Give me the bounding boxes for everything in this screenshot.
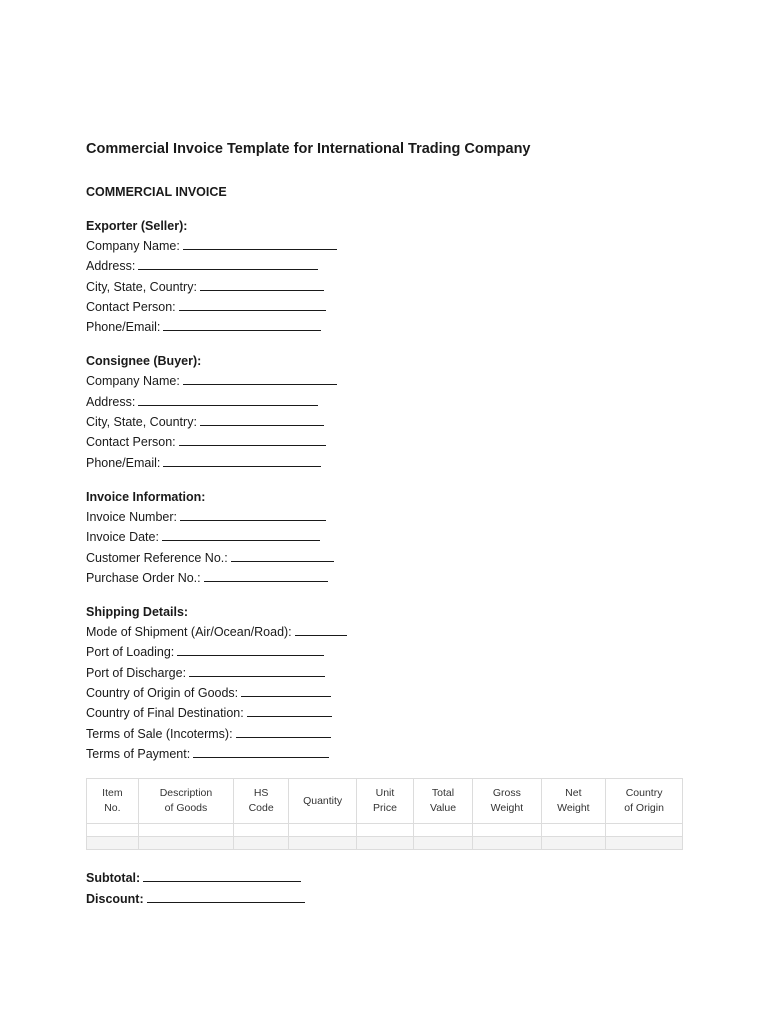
header-line: Description	[159, 787, 213, 800]
header-gross-weight	[473, 779, 541, 824]
blank-line[interactable]	[193, 747, 329, 758]
header-line: Value	[429, 802, 457, 815]
table-row	[87, 837, 683, 850]
field-label: Company Name:	[86, 374, 180, 389]
invoice-page	[86, 138, 686, 909]
consignee-company-name-field[interactable]	[86, 371, 686, 391]
customer-reference-field[interactable]	[86, 548, 686, 568]
country-of-origin-field[interactable]	[86, 683, 686, 703]
field-label: Terms of Sale (Incoterms):	[86, 726, 233, 741]
shipping-title: Shipping Details:	[86, 605, 189, 620]
field-label: City, State, Country:	[86, 415, 197, 430]
header-description	[138, 779, 233, 824]
header-line: Weight	[557, 802, 590, 815]
table-cell[interactable]	[234, 824, 289, 837]
field-label: Discount:	[86, 891, 144, 906]
blank-line[interactable]	[177, 645, 324, 656]
exporter-contact-field[interactable]	[86, 297, 686, 317]
field-label: Country of Origin of Goods:	[86, 686, 239, 701]
items-table	[86, 778, 683, 850]
consignee-city-field[interactable]	[86, 412, 686, 432]
header-line: Item	[102, 787, 123, 800]
blank-line[interactable]	[200, 280, 324, 291]
field-label: Address:	[86, 394, 136, 409]
subtotal-field[interactable]	[86, 868, 686, 888]
blank-line[interactable]	[183, 374, 337, 385]
header-quantity	[289, 779, 357, 824]
field-label: Port of Loading:	[86, 645, 175, 660]
invoice-info-title: Invoice Information:	[86, 489, 206, 504]
invoice-info-section	[86, 487, 686, 588]
consignee-contact-field[interactable]	[86, 432, 686, 452]
header-line: HS	[253, 787, 269, 800]
blank-line[interactable]	[231, 551, 334, 562]
header-total-value	[413, 779, 473, 824]
header-line: Weight	[490, 802, 524, 815]
header-line: No.	[104, 802, 121, 815]
exporter-city-field[interactable]	[86, 277, 686, 297]
blank-line[interactable]	[200, 415, 324, 426]
exporter-company-name-field[interactable]	[86, 236, 686, 256]
header-line: of Origin	[624, 802, 664, 815]
field-label: Address:	[86, 259, 136, 274]
blank-line[interactable]	[295, 625, 347, 636]
blank-line[interactable]	[163, 320, 321, 331]
field-label: Purchase Order No.:	[86, 570, 201, 585]
blank-line[interactable]	[247, 706, 332, 717]
field-label: Invoice Date:	[86, 530, 159, 545]
table-cell[interactable]	[138, 824, 233, 837]
header-unit-price	[357, 779, 414, 824]
header-line: Country	[625, 787, 663, 800]
totals-section	[86, 868, 686, 909]
exporter-section	[86, 216, 686, 337]
consignee-section	[86, 351, 686, 472]
table-cell[interactable]	[357, 837, 414, 850]
exporter-address-field[interactable]	[86, 256, 686, 276]
blank-line[interactable]	[183, 239, 337, 250]
table-cell[interactable]	[138, 837, 233, 850]
header-hs-code	[234, 779, 289, 824]
blank-line[interactable]	[163, 456, 321, 467]
header-net-weight	[541, 779, 606, 824]
blank-line[interactable]	[179, 435, 326, 446]
table-cell[interactable]	[289, 824, 357, 837]
table-cell[interactable]	[606, 837, 683, 850]
final-destination-field[interactable]	[86, 703, 686, 723]
field-label: Customer Reference No.:	[86, 550, 228, 565]
shipment-mode-field[interactable]	[86, 622, 686, 642]
invoice-number-field[interactable]	[86, 507, 686, 527]
port-of-discharge-field[interactable]	[86, 663, 686, 683]
header-line: Quantity	[303, 794, 343, 807]
field-label: Contact Person:	[86, 299, 176, 314]
blank-line[interactable]	[138, 395, 318, 406]
table-cell[interactable]	[87, 837, 139, 850]
table-cell[interactable]	[234, 837, 289, 850]
header-line: Total	[431, 787, 455, 800]
consignee-phone-field[interactable]	[86, 453, 686, 473]
field-label: Company Name:	[86, 239, 180, 253]
table-row	[87, 824, 683, 837]
table-cell[interactable]	[413, 837, 473, 850]
blank-line[interactable]	[179, 300, 326, 311]
table-cell[interactable]	[541, 837, 606, 850]
header-item-no	[87, 779, 139, 824]
blank-line[interactable]	[143, 871, 301, 882]
table-cell[interactable]	[413, 824, 473, 837]
exporter-title: Exporter (Seller):	[86, 219, 188, 233]
table-header-row	[87, 779, 683, 824]
header-line: Gross	[492, 787, 521, 800]
blank-line[interactable]	[162, 530, 320, 541]
table-cell[interactable]	[473, 837, 541, 850]
blank-line[interactable]	[189, 666, 325, 677]
terms-of-sale-field[interactable]	[86, 724, 686, 744]
table-cell[interactable]	[606, 824, 683, 837]
shipping-section	[86, 602, 686, 764]
table-cell[interactable]	[87, 824, 139, 837]
header-line: of Goods	[164, 802, 208, 815]
field-label: Country of Final Destination:	[86, 706, 244, 721]
consignee-address-field[interactable]	[86, 392, 686, 412]
table-cell[interactable]	[473, 824, 541, 837]
blank-line[interactable]	[236, 727, 331, 738]
invoice-date-field[interactable]	[86, 527, 686, 547]
document-title: Commercial Invoice Template for International Trading Company	[86, 141, 531, 157]
blank-line[interactable]	[204, 571, 328, 582]
table-cell[interactable]	[541, 824, 606, 837]
purchase-order-field[interactable]	[86, 568, 686, 588]
blank-line[interactable]	[241, 686, 331, 697]
terms-of-payment-field[interactable]	[86, 744, 686, 764]
field-label: Contact Person:	[86, 435, 176, 450]
header-line: Unit	[375, 787, 395, 800]
field-label: Mode of Shipment (Air/Ocean/Road):	[86, 625, 292, 640]
field-label: Port of Discharge:	[86, 665, 187, 680]
exporter-phone-field[interactable]	[86, 317, 686, 337]
field-label: Invoice Number:	[86, 509, 178, 524]
blank-line[interactable]	[147, 892, 305, 903]
field-label: Phone/Email:	[86, 455, 161, 470]
field-label: Subtotal:	[86, 871, 141, 886]
header-line: Price	[372, 802, 397, 815]
port-of-loading-field[interactable]	[86, 642, 686, 662]
field-label: Terms of Payment:	[86, 746, 191, 761]
blank-line[interactable]	[180, 510, 326, 521]
invoice-heading: COMMERCIAL INVOICE	[86, 185, 227, 199]
header-country-of-origin	[606, 779, 683, 824]
table-cell[interactable]	[357, 824, 414, 837]
field-label: Phone/Email:	[86, 320, 161, 335]
field-label: City, State, Country:	[86, 279, 197, 294]
table-cell[interactable]	[289, 837, 357, 850]
header-line: Net	[565, 787, 582, 800]
consignee-title: Consignee (Buyer):	[86, 354, 202, 369]
discount-field[interactable]	[86, 889, 686, 909]
blank-line[interactable]	[138, 259, 318, 270]
header-line: Code	[248, 802, 274, 815]
